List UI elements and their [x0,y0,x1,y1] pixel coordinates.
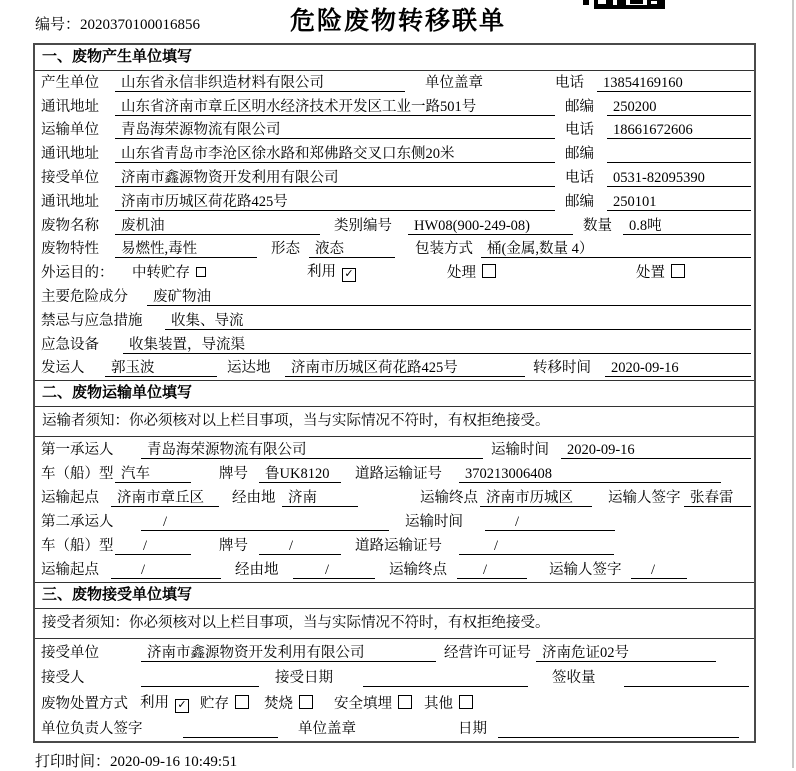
disposal-option-store [200,692,249,713]
disposal-option-landfill [334,692,412,713]
carrier-sign-label-1: 运输人签字 [608,489,681,506]
origin-label-1: 运输起点 [41,489,99,506]
waste-name-label: 废物名称 [41,217,99,234]
zip-value-1: 250200 [607,98,751,116]
zip-label-2: 邮编 [565,146,594,163]
section-transporter-title: 二、废物运输单位填写 [35,380,754,407]
category-code-label: 类别编号 [334,217,392,234]
receive-date-label: 接受日期 [275,670,333,687]
checkbox-disposal-incinerate-icon [299,695,313,709]
address-label-2: 通讯地址 [41,146,99,163]
print-time-value: 2020-09-16 10:49:51 [110,754,238,771]
road-permit-label-1: 道路运输证号 [355,465,442,482]
transfer-time-label: 转移时间 [533,360,591,377]
plate-label-1: 牌号 [219,465,248,482]
purpose-option-utilize [307,260,356,282]
purpose-dispose-label: 处置 [636,265,665,282]
field-row-producer-address [35,95,754,119]
via-value-1: 济南 [282,489,358,507]
disposal-method-label: 废物处置方式 [41,695,128,712]
license-label: 经营许可证号 [444,644,531,661]
receive-person-label: 接受人 [41,670,85,687]
waste-property-label: 废物特性 [41,241,99,258]
emergency-measures-value: 收集、导流 [165,312,751,330]
field-row-head-signature [35,716,754,742]
purpose-option-storage [132,261,206,282]
first-carrier-label: 第一承运人 [41,441,114,458]
field-row-route-1 [35,486,754,510]
quantity-value: 0.8吨 [623,217,751,235]
field-row-waste-property [35,238,754,262]
field-row-second-carrier [35,510,754,534]
serial-value: 2020370100016856 [80,17,201,33]
vehicle-type-label-1: 车（船）型 [41,465,114,482]
purpose-treat-label: 处理 [447,265,476,282]
zip-label-1: 邮编 [565,98,594,115]
shipper-label: 发运人 [41,360,85,377]
second-carrier-label: 第二承运人 [41,514,114,531]
section-receiver [35,582,754,741]
license-value: 济南危证02号 [536,644,716,662]
checkbox-disposal-other-icon [459,695,473,709]
page-title: 危险废物转移联单 [289,8,506,35]
endpoint-label-2: 运输终点 [389,562,447,579]
field-row-vehicle-1 [35,462,754,486]
zip-value-2 [607,145,751,163]
purpose-label: 外运目的： [41,265,114,282]
disposal-store-label: 贮存 [200,695,229,712]
disposal-incinerate-label: 焚烧 [264,695,293,712]
endpoint-value-2: / [457,561,527,579]
unit-seal-label: 单位盖章 [425,74,483,91]
signed-amount-value [624,669,749,687]
field-row-producer-unit [35,71,754,95]
date-label: 日期 [458,721,487,738]
disposal-option-utilize [140,691,189,713]
address-label-1: 通讯地址 [41,98,99,115]
plate-label-2: 牌号 [219,538,248,555]
origin-value-2: / [111,561,221,579]
plate-value-2: / [259,537,341,555]
field-row-receiver-address [35,190,754,214]
packing-value: 桶(金属,数量 4） [481,240,751,258]
document-header [0,0,796,43]
checkbox-disposal-store-icon [235,695,249,709]
address-value-2: 山东省青岛市李沧区徐水路和郑佛路交叉口东侧20米 [115,145,555,163]
destination-label: 运达地 [227,360,271,377]
origin-label-2: 运输起点 [41,562,99,579]
category-code-value: HW08(900-249-08) [408,217,573,235]
scan-page-edge [792,0,794,768]
field-row-receiver-unit [35,166,754,190]
unit-seal-label-2: 单位盖章 [298,721,356,738]
print-time-label: 打印时间： [35,754,111,771]
transport-time-value-1: 2020-09-16 [561,441,751,459]
vehicle-type-value-2: / [115,537,191,555]
field-row-route-2 [35,558,754,582]
road-permit-value-2: / [459,537,614,555]
transport-time-value-2: / [485,513,615,531]
date-value [498,720,739,738]
transport-unit-label: 运输单位 [41,122,99,139]
via-label-1: 经由地 [232,489,276,506]
plate-value-1: 鲁UK8120 [259,465,341,483]
checkbox-storage-icon [196,267,206,277]
head-signature-label: 单位负责人签字 [41,721,143,738]
address-label-3: 通讯地址 [41,193,99,210]
field-row-emergency-measures [35,309,754,333]
phone-value-2: 18661672606 [607,121,751,139]
address-value-3: 济南市历城区荷花路425号 [115,193,555,211]
section-producer [35,45,754,380]
checkbox-disposal-utilize-checked-icon: ✓ [175,699,189,713]
phone-label-3: 电话 [565,169,594,186]
field-row-receive-unit [35,639,754,665]
emergency-measures-label: 禁忌与应急措施 [41,312,143,329]
carrier-sign-label-2: 运输人签字 [549,562,622,579]
vehicle-type-label-2: 车（船）型 [41,538,114,555]
head-signature-value [183,720,278,738]
road-permit-value-1: 370213006408 [459,465,721,483]
purpose-storage-label: 中转贮存 [132,265,190,282]
quantity-label: 数量 [583,217,612,234]
disposal-option-other [424,692,473,713]
address-value-1: 山东省济南市章丘区明水经济技术开发区工业一路501号 [115,98,555,116]
phone-value-1: 13854169160 [597,74,751,92]
endpoint-value-1: 济南市历城区 [480,489,592,507]
receive-person-value [141,669,259,687]
disposal-utilize-label: 利用 [140,694,169,711]
carrier-sign-value-2: / [631,561,687,579]
purpose-utilize-label: 利用 [307,264,336,281]
field-row-hazard-component [35,285,754,309]
receive-date-value [363,669,528,687]
transport-time-label-2: 运输时间 [405,514,463,531]
zip-value-3: 250101 [607,193,751,211]
emergency-equipment-value: 收集装置，导流渠 [123,336,751,354]
field-row-receive-person [35,665,754,691]
receiver-unit-label: 接受单位 [41,169,99,186]
origin-value-1: 济南市章丘区 [111,489,219,507]
endpoint-label-1: 运输终点 [420,489,478,506]
field-row-waste-name [35,214,754,238]
section-transporter [35,380,754,582]
field-row-disposal-method [35,690,754,716]
destination-value: 济南市历城区荷花路425号 [285,359,525,377]
disposal-landfill-label: 安全填埋 [334,695,392,712]
signed-amount-label: 签收量 [552,670,596,687]
receiver-notice: 接受者须知：你必须核对以上栏目事项，当与实际情况不符时，有权拒绝接受。 [35,609,754,639]
receiver-unit-value: 济南市鑫源物资开发利用有限公司 [115,169,555,187]
section-receiver-title: 三、废物接受单位填写 [35,582,754,609]
waste-property-value: 易燃性,毒性 [115,240,257,258]
receive-unit-label: 接受单位 [41,644,99,661]
section-producer-title: 一、废物产生单位填写 [35,45,754,71]
transport-time-label-1: 运输时间 [491,441,549,458]
field-row-transfer-purpose [35,261,754,285]
producer-unit-value: 山东省永信非织造材料有限公司 [115,74,405,92]
receive-unit-value: 济南市鑫源物资开发利用有限公司 [141,644,436,662]
checkbox-disposal-landfill-icon [398,695,412,709]
transport-unit-value: 青岛海荣源物流有限公司 [115,121,555,139]
field-row-emergency-equipment [35,333,754,357]
qr-code-fragment-icon [583,0,667,10]
checkbox-dispose-icon [671,264,685,278]
disposal-other-label: 其他 [424,695,453,712]
purpose-option-treat [447,261,496,282]
field-row-first-carrier [35,437,754,461]
carrier-sign-value-1: 张春雷 [684,489,751,507]
zip-label-3: 邮编 [565,193,594,210]
transfer-form-table [33,43,756,743]
first-carrier-value: 青岛海荣源物流有限公司 [141,441,483,459]
shipper-value: 郭玉波 [105,359,217,377]
form-state-value: 液态 [309,240,395,258]
phone-label-1: 电话 [555,74,584,91]
form-state-label: 形态 [271,241,300,258]
transporter-notice: 运输者须知：你必须核对以上栏目事项，当与实际情况不符时，有权拒绝接受。 [35,407,754,437]
checkbox-treat-icon [482,264,496,278]
field-row-transport-unit [35,119,754,143]
phone-value-3: 0531-82095390 [607,169,751,187]
emergency-equipment-label: 应急设备 [41,336,99,353]
field-row-transport-address [35,142,754,166]
disposal-option-incinerate [264,692,313,713]
hazard-component-label: 主要危险成分 [41,288,128,305]
via-value-2: / [293,561,375,579]
road-permit-label-2: 道路运输证号 [355,538,442,555]
serial-label: 编号： [35,17,81,33]
producer-unit-label: 产生单位 [41,74,99,91]
via-label-2: 经由地 [235,562,279,579]
packing-label: 包装方式 [415,241,473,258]
field-row-shipper [35,357,754,381]
phone-label-2: 电话 [565,122,594,139]
waste-name-value: 废机油 [115,217,320,235]
transfer-time-value: 2020-09-16 [605,359,751,377]
purpose-option-dispose [636,261,685,282]
vehicle-type-value-1: 汽车 [115,465,191,483]
hazard-component-value: 废矿物油 [147,288,751,306]
second-carrier-value: / [141,513,389,531]
checkbox-utilize-checked-icon: ✓ [342,268,356,282]
field-row-vehicle-2 [35,534,754,558]
